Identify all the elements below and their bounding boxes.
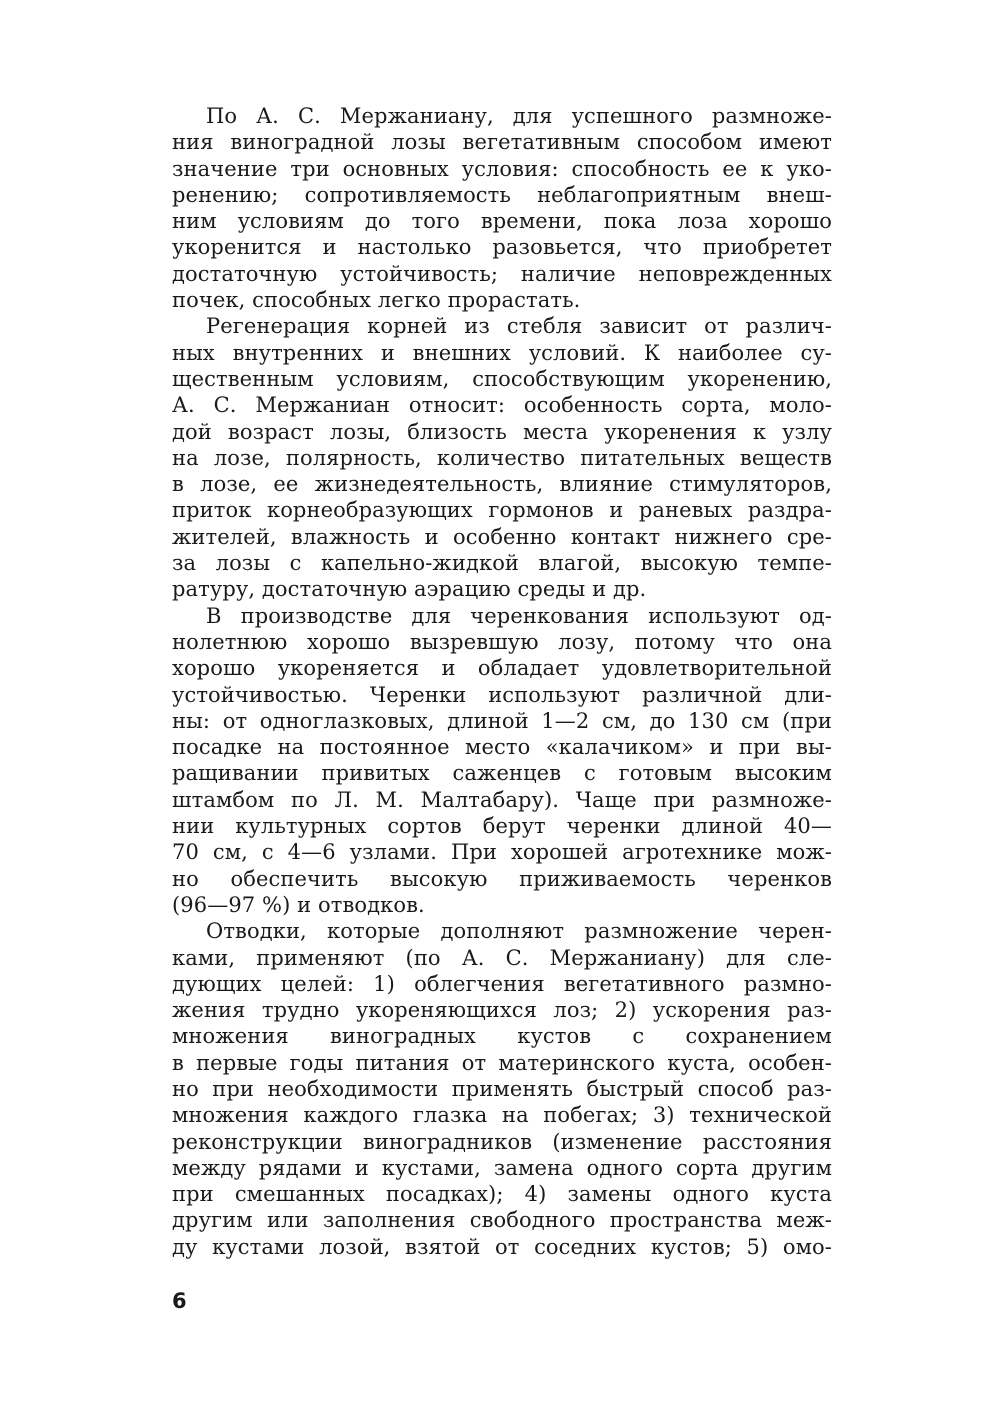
- text-line: значение три основных условия: способность ее к уко-: [172, 156, 832, 181]
- text-line: но обеспечить высокую приживаемость черенков: [172, 866, 832, 891]
- text-line: реконструкции виноградников (изменение расстояния: [172, 1129, 832, 1154]
- text-line: щественным условиям, способствующим укоренению,: [172, 366, 832, 391]
- text-line: ращивании привитых саженцев с готовым высоким: [172, 761, 832, 786]
- text-line: при смешанных посадках); 4) замены одного куста: [172, 1182, 832, 1207]
- text-line: ния виноградной лозы вегетативным способом имеют: [172, 130, 832, 155]
- text-line: множения виноградных кустов с сохранением: [172, 1024, 832, 1049]
- text-line: но при необходимости применять быстрый способ раз-: [172, 1076, 832, 1101]
- text-line: ним условиям до того времени, пока лоза хорошо: [172, 209, 832, 234]
- text-line: хорошо укореняется и обладает удовлетворительной: [172, 656, 832, 681]
- text-line: 70 см, с 4—6 узлами. При хорошей агротехнике мож-: [172, 840, 832, 865]
- text-line: достаточную устойчивость; наличие неповрежденных: [172, 261, 832, 286]
- text-line: А. С. Мержаниан относит: особенность сорта, моло-: [172, 393, 832, 418]
- text-line: штамбом по Л. М. Малтабару). Чаще при размноже-: [172, 787, 832, 812]
- text-line: укоренится и настолько разовьется, что приобретет: [172, 235, 832, 260]
- text-line: другим или заполнения свободного пространства меж-: [172, 1208, 832, 1233]
- text-line: на лозе, полярность, количество питательных веществ: [172, 445, 832, 470]
- text-line: нолетнюю хорошо вызревшую лозу, потому что она: [172, 629, 832, 654]
- text-line: дой возраст лозы, близость места укоренения к узлу: [172, 419, 832, 444]
- text-line: ренению; сопротивляемость неблагоприятным внеш-: [172, 182, 832, 207]
- text-line: ны: от одноглазковых, длиной 1—2 см, до 130 см (при: [172, 708, 832, 733]
- page-number: 6: [172, 1289, 187, 1313]
- text-line: Регенерация корней из стебля зависит от различ-: [206, 314, 832, 339]
- text-line: ду кустами лозой, взятой от соседних кустов; 5) омо-: [172, 1234, 832, 1259]
- text-line: нии культурных сортов берут черенки длиной 40—: [172, 814, 832, 839]
- text-line: устойчивостью. Черенки используют различной дли-: [172, 682, 832, 707]
- text-line: между рядами и кустами, замена одного сорта другим: [172, 1155, 832, 1180]
- text-line: ных внутренних и внешних условий. К наиболее су-: [172, 340, 832, 365]
- page-text-block: [172, 103, 832, 1260]
- text-line: жителей, влажность и особенно контакт нижнего сре-: [172, 524, 832, 549]
- text-line: жения трудно укореняющихся лоз; 2) ускорения раз-: [172, 998, 832, 1023]
- text-line: ками, применяют (по А. С. Мержаниану) для сле-: [172, 945, 832, 970]
- text-line: ратуру, достаточную аэрацию среды и др.: [172, 577, 647, 602]
- text-line: посадке на постоянное место «калачиком» и при вы-: [172, 735, 832, 760]
- text-line: Отводки, которые дополняют размножение черен-: [206, 919, 832, 944]
- text-line: за лозы с капельно-жидкой влагой, высокую темпе-: [172, 551, 832, 576]
- text-line: в первые годы питания от материнского куста, особен-: [172, 1050, 832, 1075]
- text-line: (96—97 %) и отводков.: [172, 892, 425, 917]
- text-line: почек, способных легко прорастать.: [172, 288, 581, 313]
- text-line: в лозе, ее жизнедеятельность, влияние стимуляторов,: [172, 472, 832, 497]
- text-line: приток корнеобразующих гормонов и раневых раздра-: [172, 498, 832, 523]
- text-line: дующих целей: 1) облегчения вегетативного размно-: [172, 971, 832, 996]
- text-line: По А. С. Мержаниану, для успешного размноже-: [206, 104, 832, 128]
- text-line: множения каждого глазка на побегах; 3) технической: [172, 1103, 832, 1128]
- text-line: В производстве для черенкования используют од-: [206, 603, 832, 628]
